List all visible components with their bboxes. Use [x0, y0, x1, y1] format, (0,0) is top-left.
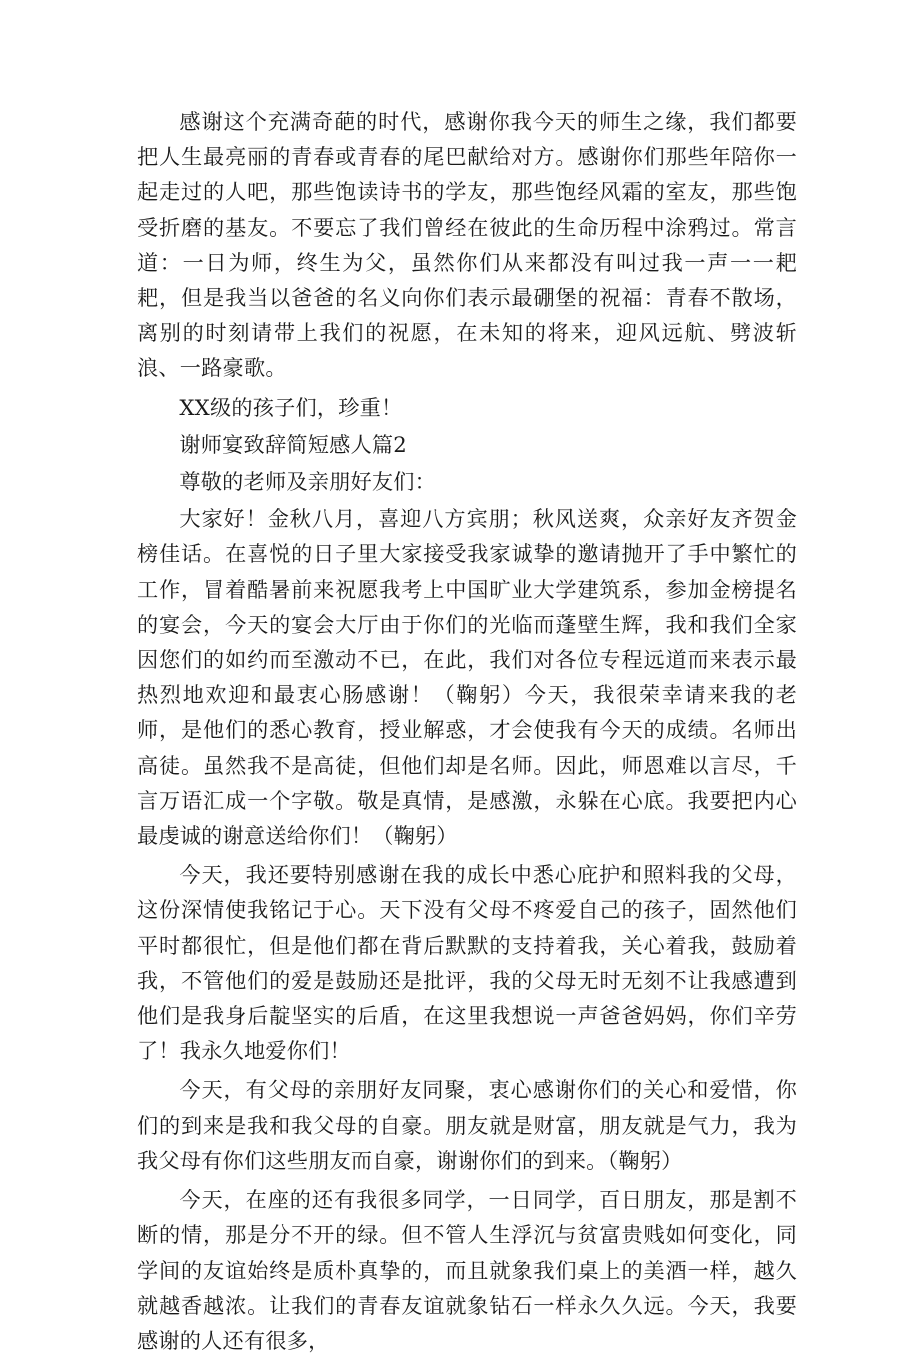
paragraph-farewell: XX级的孩子们，珍重！ — [179, 394, 403, 420]
paragraph-thanks-classmates: 今天，在座的还有我很多同学，一日同学，百日朋友，那是割不断的情，那是分不开的绿。但不管人生浮沉与贫富贵贱如何变化，同学间的友谊始终是质朴真挚的，而且就象我们桌上的美酒一样，越久就越香越浓。让我们的青春友谊就象钻石一样永久久远。今天，我要感谢的人还有很多， — [137, 1187, 797, 1353]
salutation: 尊敬的老师及亲朋好友们： — [179, 469, 437, 495]
paragraph-welcome-teachers: 大家好！金秋八月，喜迎八方宾朋；秋风送爽，众亲好友齐贺金榜佳话。在喜悦的日子里大家接受我家诚挚的邀请抛开了手中繁忙的工作，冒着酷暑前来祝愿我考上中国旷业大学建筑系，参加金榜提名的宴会，今天的宴会大厅由于你们的光临而蓬壁生辉，我和我们全家因您们的如约而至激动不已，在此，我们对各位专程远道而来表示最热烈地欢迎和最衷心肠感谢！（鞠躬）今天，我很荣幸请来我的老师，是他们的悉心教育，授业解惑，才会使我有今天的成绩。名师出高徒。虽然我不是高徒，但他们却是名师。因此，师恩难以言尽，千言万语汇成一个字敬。敬是真情，是感激，永躲在心底。我要把内心最虔诚的谢意送给你们！（鞠躬） — [137, 506, 797, 849]
paragraph-thanks-era: 感谢这个充满奇葩的时代，感谢你我今天的师生之缘，我们都要把人生最亮丽的青春或青春的尾巴献给对方。感谢你们那些年陪你一起走过的人吧，那些饱读诗书的学友，那些饱经风霜的室友，那些饱受折磨的基友。不要忘了我们曾经在彼此的生命历程中涂鸦过。常言道：一日为师，终生为父，虽然你们从来都没有叫过我一声一一耙耙，但是我当以爸爸的名义向你们表示最硼堡的祝福：青春不散场，离别的时刻请带上我们的祝愿，在未知的将来，迎风远航、劈波斩浪、一路豪歌。 — [137, 109, 797, 381]
section-heading: 谢师宴致辞简短感人篇2 — [179, 431, 407, 457]
paragraph-thanks-friends: 今天，有父母的亲朋好友同聚，衷心感谢你们的关心和爱惜，你们的到来是我和我父母的自豪。朋友就是财富，朋友就是气力，我为我父母有你们这些朋友而自豪，谢谢你们的到来。（鞠躬） — [137, 1077, 797, 1173]
document-body — [137, 104, 797, 1362]
paragraph-thanks-parents: 今天，我还要特别感谢在我的成长中悉心庇护和照料我的父母，这份深情使我铭记于心。天下没有父母不疼爱自己的孩子，固然他们平时都很忙，但是他们都在背后默默的支持着我，关心着我，鼓励着我，不管他们的爱是鼓励还是批评，我的父母无时无刻不让我感遭到他们是我身后靛坚实的后盾，在这里我想说一声爸爸妈妈，你们辛劳了！我永久地爱你们！ — [137, 862, 797, 1064]
